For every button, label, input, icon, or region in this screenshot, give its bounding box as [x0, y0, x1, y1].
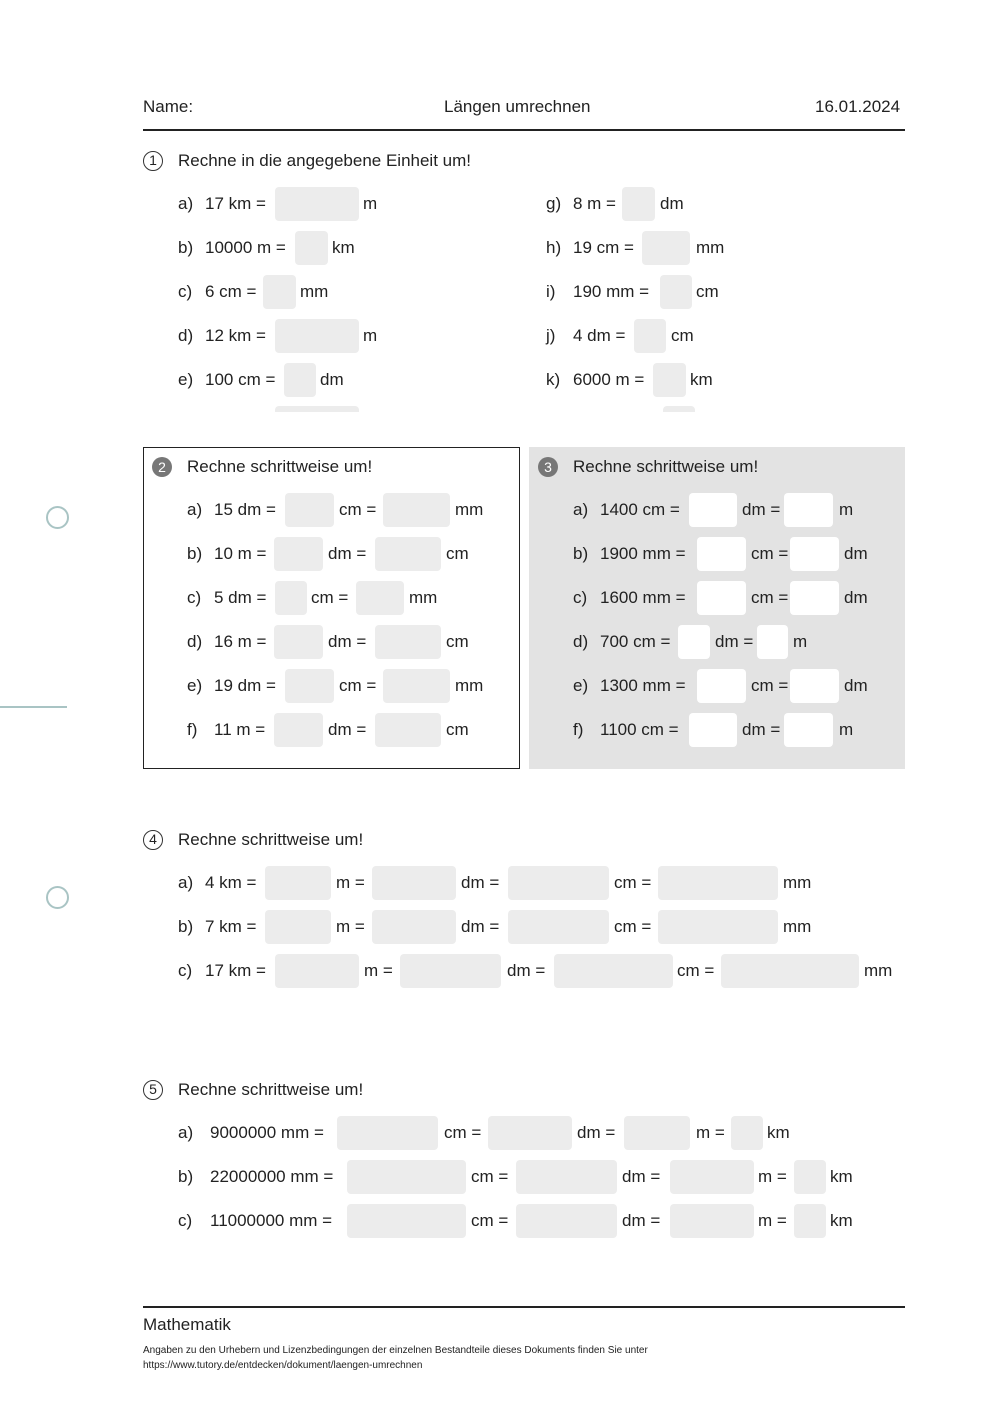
answer-box[interactable] [383, 669, 450, 703]
item-unit: dm [844, 676, 868, 695]
item-unit: mm [783, 873, 812, 892]
item-letter: b) [178, 917, 194, 936]
answer-box[interactable] [508, 866, 609, 900]
item-unit: mm [864, 961, 893, 980]
task-number: 2 [152, 457, 172, 477]
item-unit-step: dm = [507, 961, 546, 980]
item-letter: b) [178, 1167, 194, 1186]
item-expression: 17 km = [205, 961, 266, 980]
header-divider [143, 129, 905, 131]
answer-box[interactable] [347, 1160, 466, 1194]
item-expression: 7 km = [205, 917, 257, 936]
answer-box[interactable] [794, 1204, 826, 1238]
item-unit-step: dm = [461, 917, 500, 936]
answer-box[interactable] [372, 910, 456, 944]
item-unit-step: cm = [471, 1167, 509, 1186]
answer-box[interactable] [516, 1204, 617, 1238]
answer-box[interactable] [689, 493, 737, 527]
item-expression: 15 dm = [214, 500, 276, 519]
item-unit-step: cm = [444, 1123, 482, 1142]
item-mid-unit: dm = [328, 544, 367, 563]
item-expression: 16 m = [214, 632, 267, 651]
item-unit-step: dm = [622, 1211, 661, 1230]
answer-box[interactable] [383, 493, 450, 527]
item-mid-unit: dm = [328, 632, 367, 651]
item-unit: mm [783, 917, 812, 936]
item-unit-step: dm = [577, 1123, 616, 1142]
task-number: 3 [538, 457, 558, 477]
item-expression: 8 m = [573, 194, 616, 213]
item-letter: c) [178, 282, 193, 301]
item-unit-step: m = [364, 961, 393, 980]
license-url[interactable]: https://www.tutory.de/entdecken/dokument/laengen-umrechnen [143, 1360, 423, 1371]
item-letter: a) [178, 194, 194, 213]
answer-box[interactable] [784, 713, 833, 747]
worksheet-date: 16.01.2024 [815, 97, 901, 116]
item-letter: f) [573, 720, 584, 739]
item-expression: 10 m = [214, 544, 267, 563]
item-letter: e) [573, 676, 589, 695]
item-expression: 4 dm = [573, 326, 626, 345]
answer-box[interactable] [554, 954, 673, 988]
answer-box[interactable] [263, 275, 296, 309]
answer-box[interactable] [790, 581, 839, 615]
answer-box[interactable] [274, 625, 323, 659]
footer-divider [143, 1306, 905, 1308]
item-letter: b) [573, 544, 589, 563]
item-expression: 6000 m = [573, 370, 645, 389]
item-expression: 100 cm = [205, 370, 276, 389]
item-mid-unit: cm = [311, 588, 349, 607]
item-unit: m [839, 500, 854, 519]
answer-box[interactable] [790, 669, 839, 703]
task-number: 1 [143, 151, 163, 171]
item-unit: cm [671, 326, 694, 345]
item-mid-unit: dm = [715, 632, 754, 651]
license-note: Angaben zu den Urhebern und Lizenzbedingungen der einzelnen Bestandteile dieses Dokuments finden Sie unter [143, 1345, 648, 1356]
item-letter: d) [187, 632, 203, 651]
answer-box[interactable] [634, 319, 666, 353]
item-mid-unit: dm = [742, 500, 781, 519]
answer-box[interactable] [488, 1116, 572, 1150]
item-letter: f) [187, 720, 198, 739]
answer-box[interactable] [660, 275, 692, 309]
item-unit: mm [696, 238, 725, 257]
item-unit: km [830, 1167, 853, 1186]
answer-box[interactable] [658, 910, 778, 944]
item-mid-unit: dm = [328, 720, 367, 739]
answer-box[interactable] [642, 231, 690, 265]
item-unit: cm [446, 544, 469, 563]
fold-mark [0, 706, 67, 708]
item-mid-unit: cm = [751, 588, 789, 607]
item-unit-step: cm = [614, 873, 652, 892]
item-expression: 22000000 mm = [210, 1167, 334, 1186]
item-unit: mm [455, 500, 484, 519]
answer-box[interactable] [372, 866, 456, 900]
answer-box[interactable] [653, 363, 686, 397]
answer-box[interactable] [275, 187, 359, 221]
item-expression: 17 km = [205, 194, 266, 213]
answer-box[interactable] [731, 1116, 763, 1150]
item-letter: e) [178, 370, 194, 389]
binder-hole-top [46, 506, 69, 529]
answer-box[interactable] [721, 954, 859, 988]
answer-box[interactable] [624, 1116, 690, 1150]
item-expression: 19 dm = [214, 676, 276, 695]
answer-box[interactable] [516, 1160, 617, 1194]
item-expression: 1600 mm = [600, 588, 686, 607]
item-unit: km [767, 1123, 790, 1142]
item-letter: h) [546, 238, 562, 257]
item-letter: c) [178, 961, 193, 980]
item-expression: 1400 cm = [600, 500, 680, 519]
answer-box[interactable] [337, 1116, 438, 1150]
answer-box[interactable] [265, 866, 331, 900]
item-letter: j) [546, 326, 556, 345]
item-mid-unit: cm = [751, 544, 789, 563]
answer-box[interactable] [658, 866, 778, 900]
item-letter: a) [187, 500, 203, 519]
item-expression: 1900 mm = [600, 544, 686, 563]
answer-box[interactable] [757, 625, 788, 659]
item-unit: m [363, 326, 378, 345]
item-mid-unit: cm = [751, 676, 789, 695]
answer-box[interactable] [274, 537, 323, 571]
item-unit-step: dm = [622, 1167, 661, 1186]
answer-box[interactable] [697, 669, 746, 703]
item-letter: i) [546, 282, 556, 301]
answer-box[interactable] [400, 954, 501, 988]
task-title: Rechne schrittweise um! [187, 457, 373, 476]
answer-box[interactable] [375, 625, 441, 659]
answer-box[interactable] [375, 713, 441, 747]
item-unit: cm [446, 720, 469, 739]
worksheet-title: Längen umrechnen [444, 97, 591, 116]
item-expression: 5 dm = [214, 588, 267, 607]
item-unit-step: m = [758, 1211, 787, 1230]
answer-box[interactable] [295, 231, 328, 265]
item-letter: g) [546, 194, 562, 213]
answer-box[interactable] [794, 1160, 826, 1194]
answer-box[interactable] [347, 1204, 466, 1238]
item-unit: mm [409, 588, 438, 607]
item-unit: m [793, 632, 808, 651]
item-mid-unit: cm = [339, 676, 377, 695]
item-unit-step: m = [696, 1123, 725, 1142]
item-letter: c) [573, 588, 588, 607]
item-letter: d) [178, 326, 194, 345]
item-letter: e) [187, 676, 203, 695]
item-expression: 4 km = [205, 873, 257, 892]
item-letter: b) [178, 238, 194, 257]
item-mid-unit: dm = [742, 720, 781, 739]
item-unit: m [839, 720, 854, 739]
item-expression: 12 km = [205, 326, 266, 345]
answer-box[interactable] [697, 581, 746, 615]
item-letter: c) [187, 588, 202, 607]
answer-box[interactable] [784, 493, 833, 527]
item-expression: 6 cm = [205, 282, 257, 301]
item-expression: 11 m = [214, 720, 266, 739]
item-letter: a) [573, 500, 589, 519]
answer-box[interactable] [275, 581, 307, 615]
answer-box[interactable] [670, 1160, 754, 1194]
subject-label: Mathematik [143, 1315, 231, 1334]
task-number: 4 [143, 830, 163, 850]
answer-box[interactable] [285, 493, 334, 527]
item-unit-step: m = [336, 873, 365, 892]
item-unit: cm [446, 632, 469, 651]
item-unit-step: cm = [614, 917, 652, 936]
answer-box[interactable] [697, 537, 746, 571]
item-unit: km [690, 370, 713, 389]
answer-box[interactable] [790, 537, 839, 571]
item-letter: b) [187, 544, 203, 563]
item-mid-unit: cm = [339, 500, 377, 519]
item-unit: mm [300, 282, 329, 301]
binder-hole-bottom [46, 886, 69, 909]
task-title: Rechne schrittweise um! [573, 457, 759, 476]
item-unit-step: m = [758, 1167, 787, 1186]
answer-box[interactable] [284, 363, 316, 397]
answer-box[interactable] [265, 910, 331, 944]
answer-box[interactable] [274, 713, 323, 747]
answer-box[interactable] [670, 1204, 754, 1238]
item-letter: c) [178, 1211, 193, 1230]
answer-box[interactable] [508, 910, 609, 944]
item-expression: 1300 mm = [600, 676, 686, 695]
item-unit: dm [660, 194, 684, 213]
task-title: Rechne schrittweise um! [178, 1080, 364, 1099]
item-unit-step: cm = [471, 1211, 509, 1230]
item-letter: k) [546, 370, 561, 389]
item-unit: km [830, 1211, 853, 1230]
item-expression: 11000000 mm = [210, 1211, 333, 1230]
answer-box[interactable] [275, 954, 359, 988]
item-expression: 190 mm = [573, 282, 650, 301]
name-label: Name: [143, 97, 194, 116]
clipped-row-hint [663, 406, 695, 412]
task-title: Rechne schrittweise um! [178, 830, 364, 849]
item-expression: 9000000 mm = [210, 1123, 324, 1142]
item-expression: 1100 cm = [600, 720, 679, 739]
answer-box[interactable] [622, 187, 655, 221]
item-unit: km [332, 238, 355, 257]
item-unit-step: cm = [677, 961, 715, 980]
task-title: Rechne in die angegebene Einheit um! [178, 151, 471, 170]
item-unit: mm [455, 676, 484, 695]
item-unit: dm [320, 370, 344, 389]
item-unit-step: dm = [461, 873, 500, 892]
item-letter: a) [178, 1123, 194, 1142]
task-number: 5 [143, 1080, 163, 1100]
item-letter: d) [573, 632, 589, 651]
item-unit: m [363, 194, 378, 213]
item-unit: dm [844, 544, 868, 563]
answer-box[interactable] [285, 669, 334, 703]
item-expression: 700 cm = [600, 632, 671, 651]
answer-box[interactable] [275, 319, 359, 353]
item-unit: dm [844, 588, 868, 607]
answer-box[interactable] [356, 581, 404, 615]
item-expression: 10000 m = [205, 238, 286, 257]
answer-box[interactable] [689, 713, 737, 747]
item-letter: a) [178, 873, 194, 892]
answer-box[interactable] [375, 537, 441, 571]
item-expression: 19 cm = [573, 238, 634, 257]
clipped-row-hint [275, 406, 359, 412]
item-unit: cm [696, 282, 719, 301]
answer-box[interactable] [678, 625, 710, 659]
item-unit-step: m = [336, 917, 365, 936]
